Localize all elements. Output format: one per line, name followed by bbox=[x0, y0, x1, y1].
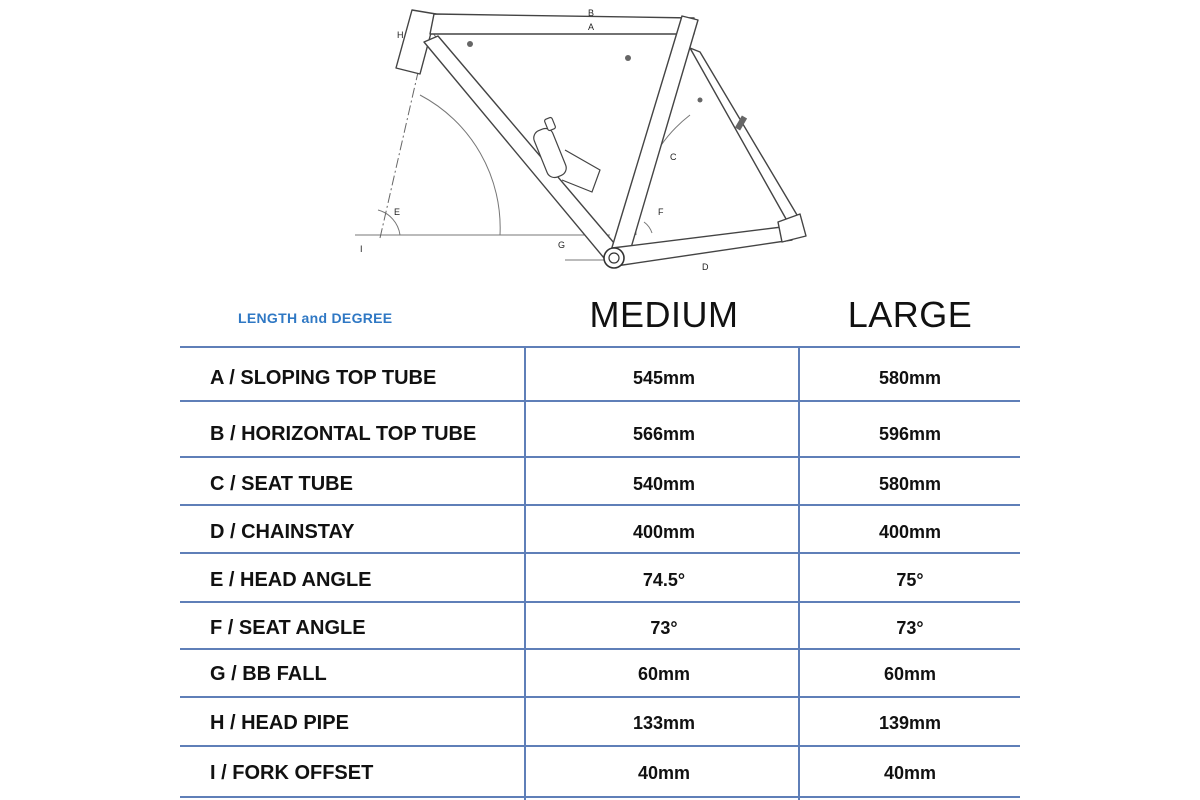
table-row bbox=[180, 753, 1020, 793]
row-divider bbox=[180, 648, 1020, 650]
table-row bbox=[180, 703, 1020, 743]
medium-value: 73° bbox=[650, 618, 678, 638]
large-value: 60mm bbox=[883, 664, 937, 684]
row-label: I / FORK OFFSET bbox=[210, 762, 374, 784]
label-e: E bbox=[394, 207, 401, 217]
medium-value: 60mm bbox=[637, 664, 691, 684]
table-row bbox=[180, 654, 1020, 694]
large-value: 580mm bbox=[878, 474, 942, 494]
large-value: 73° bbox=[896, 618, 924, 638]
row-divider bbox=[180, 456, 1020, 458]
row-divider bbox=[180, 696, 1020, 698]
medium-value: 545mm bbox=[632, 368, 696, 388]
label-f: F bbox=[658, 207, 664, 217]
label-d: D bbox=[702, 262, 709, 272]
column-header-medium: MEDIUM bbox=[589, 294, 739, 335]
label-b: B bbox=[588, 8, 595, 18]
large-value: 139mm bbox=[878, 713, 942, 733]
large-value: 75° bbox=[896, 570, 924, 590]
cable-guides bbox=[467, 41, 747, 131]
table-row bbox=[180, 358, 1020, 398]
row-divider bbox=[180, 601, 1020, 603]
frame-geometry-diagram bbox=[0, 0, 1200, 290]
row-label: B / HORIZONTAL TOP TUBE bbox=[210, 423, 477, 445]
medium-value: 566mm bbox=[632, 424, 696, 444]
frame-drawing bbox=[0, 0, 1200, 290]
table-row bbox=[180, 414, 1020, 454]
large-value: 40mm bbox=[883, 763, 937, 783]
medium-value: 540mm bbox=[632, 474, 696, 494]
label-h: H bbox=[397, 30, 404, 40]
medium-value: 400mm bbox=[632, 522, 696, 542]
table-row bbox=[180, 512, 1020, 552]
row-label: D / CHAINSTAY bbox=[210, 521, 355, 543]
medium-value: 74.5° bbox=[642, 570, 686, 590]
large-value: 596mm bbox=[878, 424, 942, 444]
table-row bbox=[180, 464, 1020, 504]
row-label: A / SLOPING TOP TUBE bbox=[210, 367, 437, 389]
row-divider bbox=[180, 745, 1020, 747]
row-label: H / HEAD PIPE bbox=[210, 712, 349, 734]
column-header-large: LARGE bbox=[847, 294, 973, 335]
table-row bbox=[180, 560, 1020, 600]
table-row bbox=[180, 608, 1020, 648]
large-value: 400mm bbox=[878, 522, 942, 542]
medium-value: 40mm bbox=[637, 763, 691, 783]
label-c: C bbox=[670, 152, 677, 162]
geometry-table bbox=[180, 290, 1020, 800]
seat-angle-small-arc bbox=[644, 222, 652, 233]
frame-tubes bbox=[396, 10, 806, 266]
label-g: G bbox=[558, 240, 566, 250]
row-divider bbox=[180, 504, 1020, 506]
row-divider bbox=[180, 346, 1020, 348]
row-label: E / HEAD ANGLE bbox=[210, 569, 372, 591]
row-divider bbox=[180, 796, 1020, 798]
medium-value: 133mm bbox=[632, 713, 696, 733]
label-a: A bbox=[588, 22, 595, 32]
large-value: 580mm bbox=[878, 368, 942, 388]
row-divider bbox=[180, 400, 1020, 402]
row-label: C / SEAT TUBE bbox=[210, 473, 353, 495]
label-i: I bbox=[360, 244, 363, 254]
row-label: G / BB FALL bbox=[210, 663, 327, 685]
row-label: F / SEAT ANGLE bbox=[210, 617, 366, 639]
table-header-label: LENGTH and DEGREE bbox=[238, 310, 393, 326]
row-divider bbox=[180, 552, 1020, 554]
